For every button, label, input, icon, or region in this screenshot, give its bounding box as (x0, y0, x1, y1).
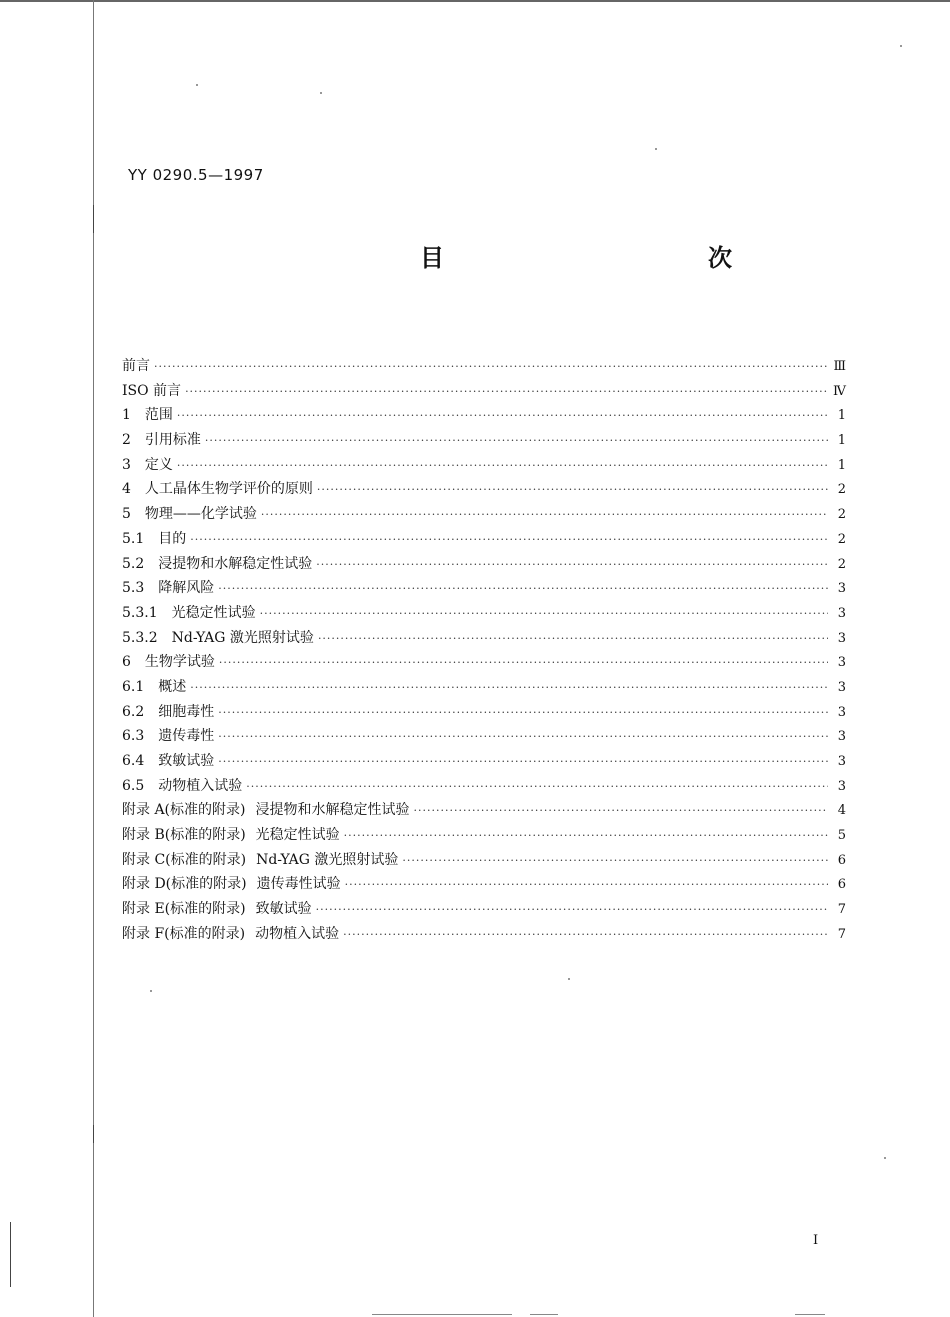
toc-entry-number: 6.5 (122, 777, 145, 794)
toc-leader-dots (190, 676, 828, 701)
scan-speck (655, 148, 657, 150)
toc-entry-title: 动物植入试验 (255, 925, 340, 942)
scan-left-margin-line (93, 0, 94, 1317)
toc-leader-dots (190, 528, 828, 553)
toc-entry-label (122, 650, 215, 675)
toc-entry-number: 6.3 (122, 728, 145, 745)
toc-entry-number: 5.3.2 (122, 629, 158, 646)
toc-entry-page: 3 (837, 754, 846, 769)
toc-entry-title: 细胞毒性 (158, 703, 215, 720)
toc-entry-label (122, 626, 314, 651)
scan-bottom-line (372, 1314, 512, 1315)
toc-entry-label (122, 700, 214, 725)
toc-entry-title: 浸提物和水解稳定性试验 (255, 802, 410, 819)
toc-entry[interactable] (122, 650, 846, 675)
toc-entry[interactable] (122, 897, 846, 922)
toc-entry-number: 附录 E(标准的附录) (122, 901, 246, 918)
toc-entry[interactable] (122, 749, 846, 774)
toc-entry-page: 5 (837, 828, 846, 844)
toc-entry-number: 2 (122, 432, 131, 449)
toc-entry[interactable] (122, 700, 846, 725)
toc-entry-label (122, 552, 312, 577)
toc-entry[interactable] (122, 428, 846, 453)
toc-entry[interactable] (122, 848, 846, 873)
toc-entry-page: 2 (837, 556, 846, 572)
toc-entry-title: 光稳定性试验 (255, 827, 340, 844)
toc-entry-page: 3 (837, 729, 846, 745)
toc-entry-number: 6.2 (122, 703, 145, 720)
toc-entry[interactable] (122, 403, 846, 428)
toc-entry-number: 5.1 (122, 530, 145, 547)
scan-speck (150, 990, 152, 992)
scan-speck (320, 92, 322, 94)
toc-entry-label (122, 428, 201, 453)
toc-entry[interactable] (122, 576, 846, 601)
toc-entry-title: ISO 前言 (122, 382, 182, 399)
toc-entry-title: 致敏试验 (255, 901, 312, 918)
toc-entry-number: 6.1 (122, 678, 145, 695)
toc-leader-dots (316, 898, 828, 923)
toc-entry-title: 物理——化学试验 (144, 506, 257, 523)
standard-code: YY 0290.5—1997 (128, 166, 264, 184)
toc-entry-label (122, 724, 214, 749)
toc-entry-title: Nd-YAG 激光照射试验 (171, 629, 314, 646)
toc-entry-label (122, 477, 313, 502)
toc-leader-dots (218, 750, 828, 775)
toc-entry-title: 遗传毒性 (158, 728, 215, 745)
scan-speck (568, 978, 570, 980)
toc-leader-dots (219, 651, 828, 676)
toc-leader-dots (318, 627, 828, 652)
toc-entry-page: 3 (837, 655, 846, 671)
toc-leader-dots (316, 553, 828, 578)
toc-entry[interactable] (122, 552, 846, 577)
toc-entry[interactable] (122, 626, 846, 651)
toc-leader-dots (177, 454, 828, 479)
toc-leader-dots (343, 923, 828, 948)
toc-entry-title: 浸提物和水解稳定性试验 (158, 555, 313, 572)
toc-entry-number: 附录 D(标准的附录) (122, 876, 247, 893)
toc-entry-label (122, 601, 256, 626)
toc-leader-dots (260, 602, 828, 627)
toc-leader-dots (218, 725, 828, 750)
toc-entry-number: 5 (122, 506, 131, 523)
toc-entry-title: 动物植入试验 (158, 777, 243, 794)
toc-entry-page: 1 (837, 457, 846, 473)
toc-entry-number: 附录 F(标准的附录) (122, 925, 246, 942)
toc-entry-number: 1 (122, 407, 131, 424)
toc-entry-number: 5.3 (122, 580, 145, 597)
toc-entry-title: 目的 (158, 530, 187, 547)
toc-entry-title: 生物学试验 (144, 654, 215, 671)
toc-entry[interactable] (122, 379, 846, 404)
toc-leader-dots (205, 429, 828, 454)
toc-entry-label (122, 798, 409, 823)
toc-leader-dots (177, 404, 828, 429)
toc-leader-dots (413, 799, 828, 824)
table-of-contents (122, 354, 846, 947)
scan-top-border (0, 0, 950, 5)
scan-speck (900, 45, 902, 47)
toc-entry-number: 附录 B(标准的附录) (122, 827, 246, 844)
page-number: I (813, 1233, 819, 1248)
toc-entry[interactable] (122, 823, 846, 848)
toc-entry[interactable] (122, 601, 846, 626)
toc-entry-number: 4 (122, 481, 131, 498)
toc-entry[interactable] (122, 872, 846, 897)
toc-entry-page: 3 (837, 605, 846, 621)
toc-entry-page: 2 (837, 531, 846, 547)
toc-leader-dots (402, 849, 828, 874)
toc-entry[interactable] (122, 527, 846, 552)
toc-entry-page: Ⅲ (833, 359, 846, 374)
toc-leader-dots (154, 355, 828, 380)
toc-entry-label (122, 823, 340, 848)
toc-entry-label (122, 502, 257, 527)
toc-entry-title: 人工晶体生物学评价的原则 (144, 481, 313, 498)
toc-entry-title: 降解风险 (158, 580, 215, 597)
toc-leader-dots (246, 775, 828, 800)
toc-entry-page: 6 (837, 877, 846, 893)
toc-entry-number: 3 (122, 456, 131, 473)
toc-leader-dots (261, 503, 828, 528)
toc-entry-label (122, 922, 339, 947)
toc-entry[interactable] (122, 675, 846, 700)
toc-leader-dots (344, 824, 828, 849)
toc-entry-number: 5.3.1 (122, 604, 158, 621)
toc-entry-number: 6.4 (122, 753, 145, 769)
toc-entry-title: 定义 (144, 456, 173, 473)
toc-entry-label (122, 675, 186, 700)
toc-entry-number: 附录 C(标准的附录) (122, 851, 247, 868)
toc-entry-title: 致敏试验 (158, 753, 215, 769)
toc-entry-page: 3 (837, 778, 846, 794)
toc-leader-dots (345, 873, 828, 898)
toc-entry-title: 前言 (122, 358, 150, 374)
toc-entry-page: 3 (837, 704, 846, 720)
toc-entry-label (122, 576, 214, 601)
scan-margin-mark (93, 1125, 94, 1143)
toc-entry-page: 2 (837, 482, 846, 498)
toc-entry-page: 7 (837, 926, 846, 942)
toc-entry-page: 2 (837, 507, 846, 523)
toc-entry-title: 引用标准 (144, 432, 201, 449)
toc-entry-number: 5.2 (122, 555, 145, 572)
toc-entry-title: 概述 (158, 678, 187, 695)
toc-entry-label (122, 848, 398, 873)
toc-entry[interactable] (122, 724, 846, 749)
toc-entry-title: 光稳定性试验 (171, 604, 256, 621)
toc-entry[interactable] (122, 502, 846, 527)
toc-entry-page: 1 (837, 408, 846, 424)
toc-leader-dots (218, 701, 828, 726)
toc-entry-label (122, 897, 312, 922)
toc-entry-page: 6 (837, 852, 846, 868)
toc-entry-label (122, 872, 341, 897)
scan-speck (196, 84, 198, 86)
toc-leader-dots (317, 478, 828, 503)
toc-entry-label (122, 354, 150, 379)
toc-entry-label (122, 774, 242, 799)
toc-entry-page: 4 (837, 803, 846, 819)
scan-margin-mark (93, 205, 94, 233)
toc-entry-title: Nd-YAG 激光照射试验 (256, 851, 399, 868)
toc-entry-page: 3 (837, 630, 846, 646)
toc-entry-page: 3 (837, 581, 846, 597)
toc-entry-page: 7 (837, 902, 846, 918)
toc-entry-label (122, 379, 181, 404)
toc-entry[interactable] (122, 453, 846, 478)
toc-entry[interactable] (122, 354, 846, 379)
toc-entry-number: 6 (122, 654, 131, 671)
toc-entry-title: 遗传毒性试验 (256, 876, 341, 893)
toc-entry-label (122, 749, 214, 774)
toc-entry[interactable] (122, 477, 846, 502)
scan-speck (884, 1157, 886, 1159)
toc-leader-dots (185, 380, 828, 405)
toc-entry-page: 1 (837, 433, 846, 449)
toc-entry-page: 3 (837, 679, 846, 695)
toc-entry[interactable] (122, 798, 846, 823)
toc-title: 目 次 (420, 244, 804, 272)
toc-entry-label (122, 453, 173, 478)
scan-bottom-line (795, 1314, 825, 1315)
toc-entry-label (122, 527, 186, 552)
toc-entry-number: 附录 A(标准的附录) (122, 802, 246, 819)
toc-entry[interactable] (122, 774, 846, 799)
scan-edge-mark (10, 1222, 11, 1287)
toc-entry-label (122, 403, 173, 428)
toc-entry[interactable] (122, 922, 846, 947)
scan-bottom-line (530, 1314, 558, 1315)
toc-entry-page: Ⅳ (833, 383, 846, 399)
toc-leader-dots (218, 577, 828, 602)
toc-entry-title: 范围 (144, 407, 173, 424)
